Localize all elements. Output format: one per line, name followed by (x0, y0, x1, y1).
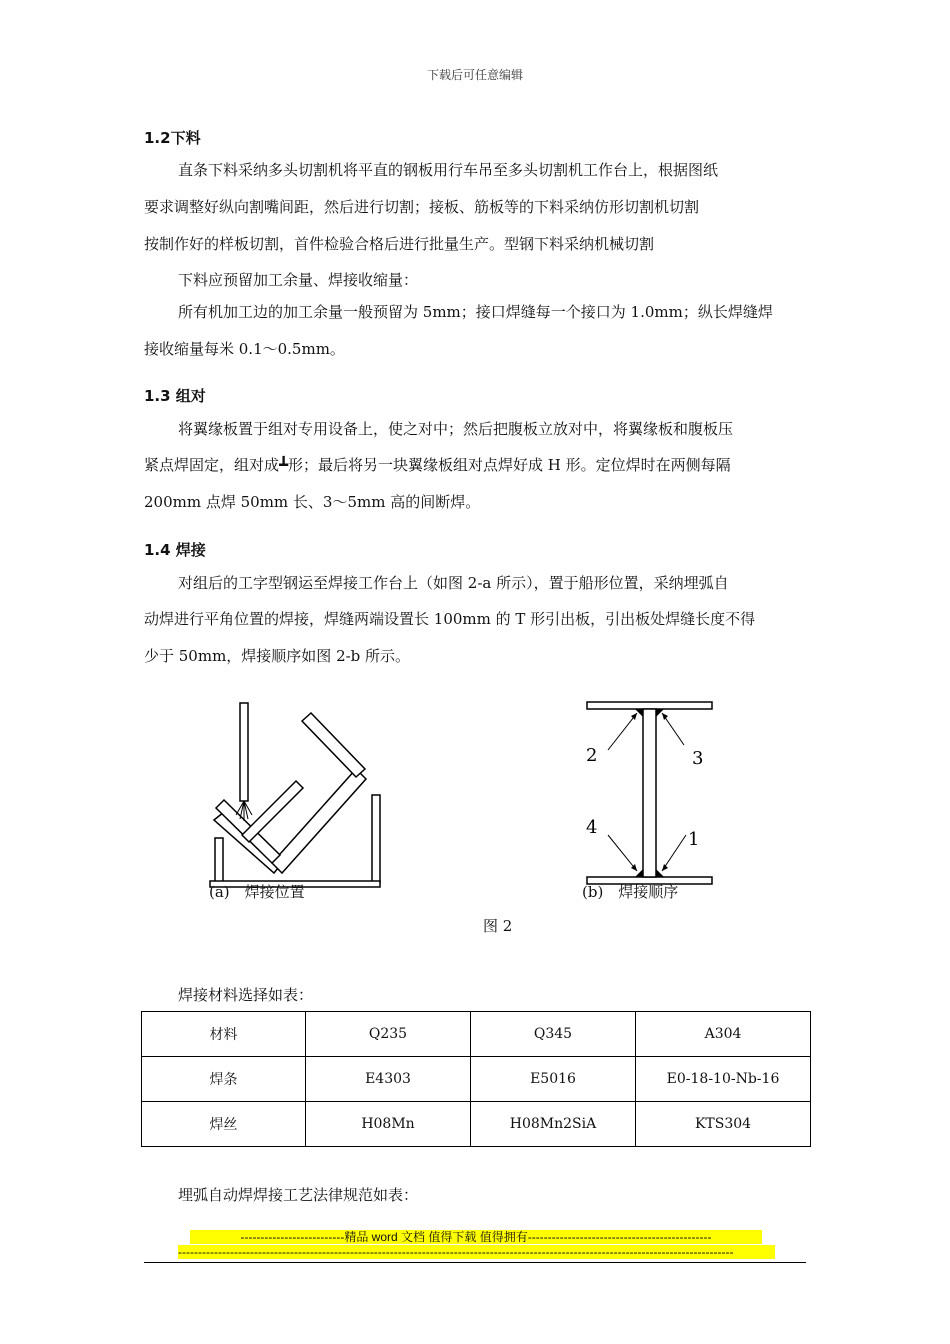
section-heading-1-4: 1.4 焊接 (144, 541, 206, 559)
paragraph-line: 少于 50mm，焊接顺序如图 2-b 所示。 (144, 647, 411, 665)
table-cell: Q345 (471, 1012, 636, 1057)
figure-label-a: (a) 焊接位置 (209, 883, 305, 901)
table-cell: H08Mn2SiA (471, 1102, 636, 1147)
table-row (142, 1057, 811, 1102)
table-cell: 焊条 (142, 1057, 306, 1102)
footer-banner: --------------------------精品 word 文档 值得下载 值得拥有---------------------------------------------- (190, 1230, 762, 1244)
table-row (142, 1012, 811, 1057)
paragraph-line: 所有机加工边的加工余量一般预留为 5mm；接口焊缝每一个接口为 1.0mm；纵长焊缝焊 (178, 303, 773, 321)
page-header: 下载后可任意编辑 (426, 68, 523, 82)
table-cell: E4303 (306, 1057, 471, 1102)
after-table-text: 埋弧自动焊焊接工艺法律规范如表： (178, 1186, 419, 1204)
table-cell: Q235 (306, 1012, 471, 1057)
footer-dashes: ------------------------------------------------------------------------------------------------------------------------------------------- (178, 1245, 775, 1259)
weld-number-4: 4 (586, 817, 598, 838)
weld-number-2: 2 (586, 745, 598, 766)
table-intro: 焊接材料选择如表： (178, 986, 314, 1004)
figure-label-b: (b) 焊接顺序 (582, 883, 679, 901)
table-cell: KTS304 (636, 1102, 811, 1147)
paragraph-line: 要求调整好纵向割嘴间距，然后进行切割；接板、筋板等的下料采纳仿形切割机切割 (144, 198, 700, 216)
paragraph-line: 对组后的工字型钢运至焊接工作台上（如图 2-a 所示），置于船形位置，采纳埋弧自 (178, 574, 729, 592)
paragraph-line: 接收缩量每米 0.1～0.5mm。 (144, 340, 345, 358)
section-heading-1-2: 1.2下料 (144, 129, 201, 147)
footer-rule (144, 1262, 806, 1263)
paragraph-line: 紧点焊固定，组对成┻形；最后将另一块翼缘板组对点焊好成 H 形。定位焊时在两侧每隔 (144, 456, 731, 474)
paragraph-line: 200mm 点焊 50mm 长、3～5mm 高的间断焊。 (144, 493, 481, 511)
table-cell: H08Mn (306, 1102, 471, 1147)
weld-number-1: 1 (688, 829, 700, 850)
welding-position-diagram (200, 695, 390, 895)
table-cell: E0-18-10-Nb-16 (636, 1057, 811, 1102)
section-heading-1-3: 1.3 组对 (144, 387, 206, 405)
weld-3 (656, 709, 664, 717)
paragraph-line: 动焊进行平角位置的焊接，焊缝两端设置长 100mm 的 T 形引出板，引出板处焊缝长度不得 (144, 610, 756, 628)
paragraph-line: 将翼缘板置于组对专用设备上，使之对中；然后把腹板立放对中，将翼缘板和腹板压 (178, 420, 734, 438)
table-row (142, 1102, 811, 1147)
weld-2 (635, 709, 643, 717)
paragraph-line: 下料应预留加工余量、焊接收缩量： (178, 271, 419, 289)
welding-torch (240, 703, 248, 801)
paragraph-line: 按制作好的样板切割，首件检验合格后进行批量生产。型钢下料采纳机械切割 (144, 235, 655, 253)
figure-caption: 图 2 (483, 917, 513, 935)
weld-number-3: 3 (692, 748, 704, 769)
welding-sequence-diagram (570, 695, 730, 895)
table-cell: 焊丝 (142, 1102, 306, 1147)
table-cell: E5016 (471, 1057, 636, 1102)
table-cell: A304 (636, 1012, 811, 1057)
paragraph-line: 直条下料采纳多头切割机将平直的钢板用行车吊至多头切割机工作台上，根据图纸 (178, 161, 719, 179)
welding-material-table (141, 1011, 811, 1147)
table-cell: 材料 (142, 1012, 306, 1057)
